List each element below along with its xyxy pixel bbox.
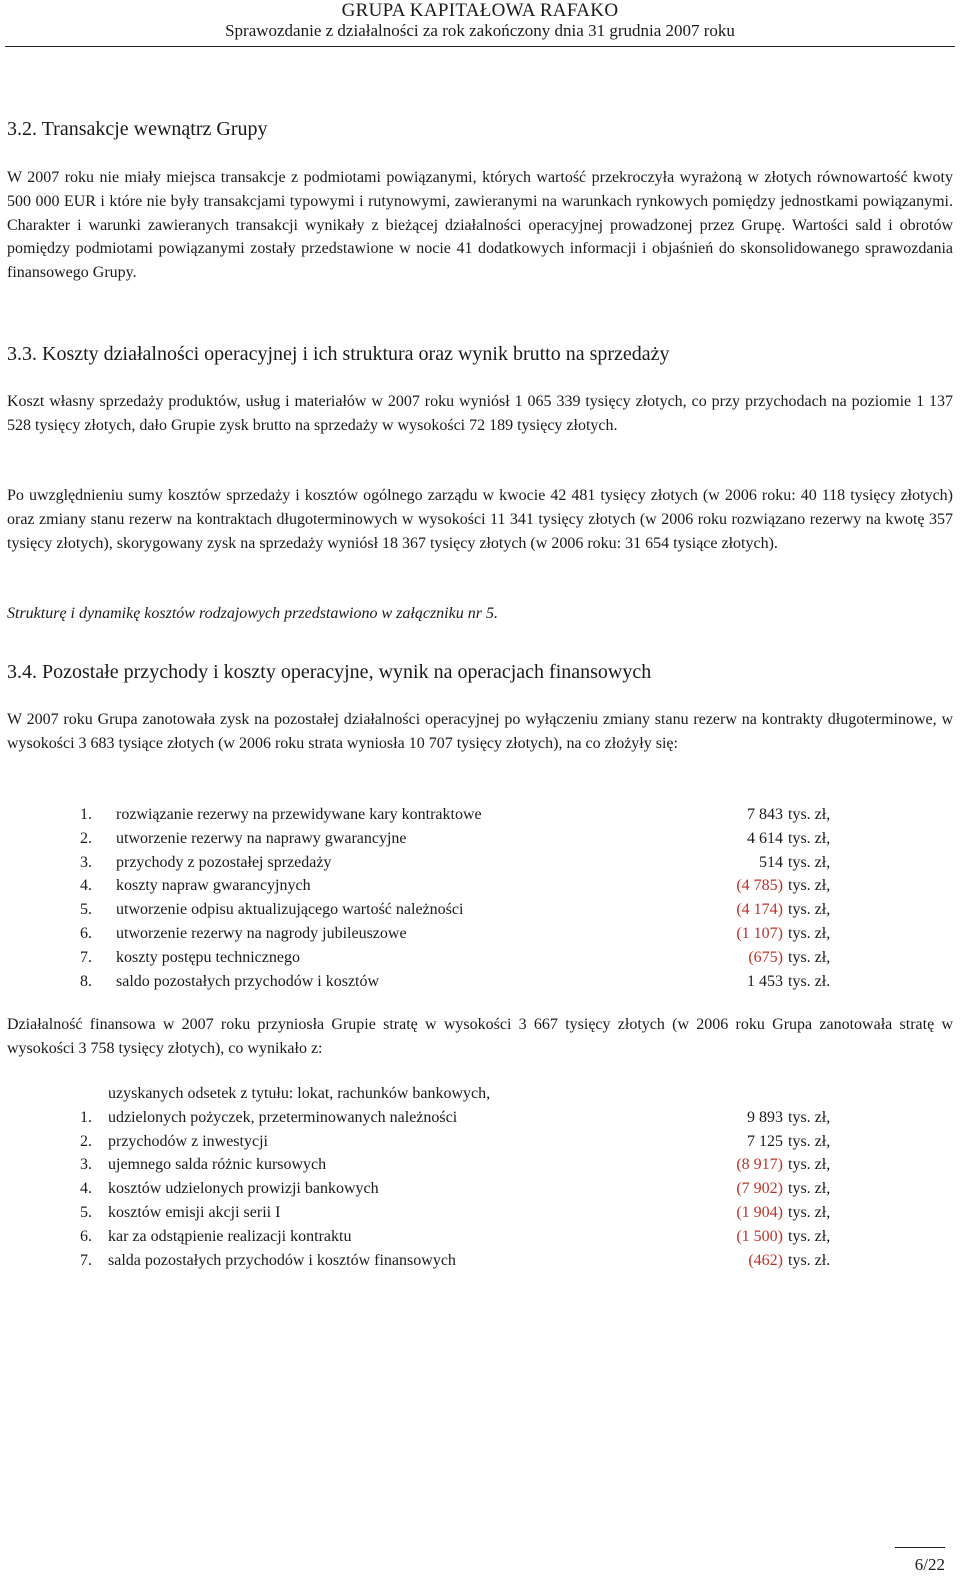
list-item-number: 2. [80, 829, 92, 847]
list-item-text: kar za odstąpienie realizacji kontraktu [108, 1227, 352, 1245]
list-item [80, 803, 880, 827]
list-item-continuation [80, 1082, 880, 1106]
list-item-text: kosztów emisji akcji serii I [108, 1203, 281, 1221]
list-item [80, 1201, 880, 1225]
list-item [80, 970, 880, 994]
list-item-unit: tys. zł, [788, 948, 831, 966]
list-item-text: utworzenie odpisu aktualizującego wartość należności [116, 901, 464, 919]
list-item-unit: tys. zł, [788, 829, 831, 847]
section-3-2-paragraph: W 2007 roku nie miały miejsca transakcje z podmiotami powiązanymi, których wartość przekroczyła wyrażoną w złotych równowartość kwoty 500 000 EUR i które nie były transakcjami typowymi i rutynowymi, zawieranymi na warunkach rynkowych pomiędzy jednostkami powiązanymi. Charakter i warunki zawieranych transakcji wynikały z bieżącej działalności operacyjnej prowadzonej przez Grupę. Wartości sald i obrotów pomiędzy podmiotami powiązanymi zostały przedstawione w nocie 41 dodatkowych informacji i objaśnień do skonsolidowanego sprawozdania finansowego Grupy. [7, 169, 953, 282]
list-item-number: 2. [80, 1132, 92, 1150]
list-item-number: 5. [80, 1203, 92, 1221]
list-item-unit: tys. zł, [788, 1180, 831, 1198]
list-item [80, 874, 880, 898]
section-3-2-body [7, 166, 953, 285]
list-item-number: 1. [80, 806, 92, 823]
list-item-number: 8. [80, 972, 92, 990]
operating-items-list [80, 803, 880, 993]
list-item-number: 7. [80, 1251, 92, 1269]
list-item [80, 1177, 880, 1201]
list-item-unit: tys. zł, [788, 924, 831, 942]
list-item-amount: 1 453 [747, 972, 783, 990]
list-item [80, 1130, 880, 1154]
list-item-text: rozwiązanie rezerwy na przewidywane kary kontraktowe [116, 806, 482, 823]
list-item-text: uzyskanych odsetek z tytułu: lokat, rachunków bankowych, [108, 1085, 491, 1102]
list-item-unit: tys. zł. [788, 1251, 831, 1269]
list-item-number: 7. [80, 948, 92, 966]
list-item-unit: tys. zł, [788, 901, 831, 919]
list-item-text: udzielonych pożyczek, przeterminowanych należności [108, 1108, 458, 1126]
list-item-number: 6. [80, 1227, 92, 1245]
header-subtitle: Sprawozdanie z działalności za rok zakończony dnia 31 grudnia 2007 roku [225, 21, 735, 40]
financial-items-list [80, 1082, 880, 1272]
list-item-amount: (462) [748, 1251, 783, 1269]
list-item-text: salda pozostałych przychodów i kosztów finansowych [108, 1251, 456, 1269]
list-item [80, 1249, 880, 1273]
list-item-number: 6. [80, 924, 92, 942]
list-item [80, 898, 880, 922]
list-item-number: 4. [80, 877, 92, 895]
list-item-amount: (1 500) [736, 1227, 783, 1245]
section-3-3-paragraph-1: Koszt własny sprzedaży produktów, usług i materiałów w 2007 roku wyniósł 1 065 339 tysięcy złotych, co przy przychodach na poziomie 1 137 528 tysięcy złotych, dało Grupie zysk brutto na sprzedaży w wysokości 72 189 tysięcy złotych. [7, 393, 953, 434]
header-title: GRUPA KAPITAŁOWA RAFAKO [341, 0, 619, 21]
list-item-unit: tys. zł, [788, 1132, 831, 1150]
list-item-amount: 4 614 [747, 829, 783, 847]
section-3-4-paragraph-1-wrap [7, 708, 953, 756]
section-heading-3-4: 3.4. Pozostałe przychody i koszty operacyjne, wynik na operacjach finansowych [7, 661, 652, 683]
list-item-amount: 7 125 [747, 1132, 783, 1150]
list-item [80, 827, 880, 851]
list-item-amount: (675) [748, 948, 783, 966]
list-item-amount: (7 902) [736, 1180, 783, 1198]
list-item-amount: (4 174) [736, 901, 783, 919]
header-divider [5, 46, 955, 47]
list-item-amount: (1 107) [736, 924, 783, 942]
list-item-amount: (4 785) [736, 877, 783, 895]
list-item-text: kosztów udzielonych prowizji bankowych [108, 1180, 379, 1198]
section-3-3-paragraph-1-wrap [7, 390, 953, 438]
list-item-amount: 9 893 [747, 1108, 783, 1126]
section-heading-3-2: 3.2. Transakcje wewnątrz Grupy [7, 118, 268, 140]
list-item-unit: tys. zł, [788, 853, 831, 871]
section-3-3-paragraph-2-wrap [7, 484, 953, 555]
list-item-unit: tys. zł, [788, 806, 831, 823]
list-item-amount: 514 [759, 853, 783, 871]
list-item-text: koszty postępu technicznego [116, 948, 300, 966]
list-item-unit: tys. zł, [788, 1203, 831, 1221]
footer-divider [895, 1547, 945, 1548]
list-item-text: saldo pozostałych przychodów i kosztów [116, 972, 380, 990]
list-item-text: przychody z pozostałej sprzedaży [116, 853, 332, 871]
section-3-4-paragraph-2-wrap [7, 1013, 953, 1061]
section-3-4-paragraph-1: W 2007 roku Grupa zanotowała zysk na pozostałej działalności operacyjnej po wyłączeniu zmiany stanu rezerw na kontrakty długoterminowe, w wysokości 3 683 tysiące złotych (w 2006 roku strata wyniosła 10 707 tysięcy złotych), na co złożyły się: [7, 711, 953, 752]
section-heading-3-3: 3.3. Koszty działalności operacyjnej i ich struktura oraz wynik brutto na sprzedaży [7, 343, 670, 365]
section-3-3-note-wrap [7, 602, 953, 626]
section-3-3-paragraph-2: Po uwzględnieniu sumy kosztów sprzedaży i kosztów ogólnego zarządu w kwocie 42 481 tysięcy złotych (w 2006 roku: 40 118 tysięcy złotych) oraz zmiany stanu rezerw na kontraktach długoterminowych w wysokości 11 341 tysięcy złotych (w 2006 roku rozwiązano rezerwy na kwotę 357 tysięcy złotych), skorygowany zysk na sprzedaży wyniósł 18 367 tysięcy złotych (w 2006 roku: 31 654 tysiące złotych). [7, 487, 953, 552]
list-item-unit: tys. zł, [788, 1227, 831, 1245]
list-item [80, 1106, 880, 1130]
list-item [80, 1153, 880, 1177]
list-item-amount: (1 904) [736, 1203, 783, 1221]
list-item [80, 851, 880, 875]
list-item-number: 5. [80, 901, 92, 919]
page-number: 6/22 [914, 1555, 945, 1574]
list-item-unit: tys. zł, [788, 1156, 831, 1174]
list-item-text: przychodów z inwestycji [108, 1132, 268, 1150]
list-item-number: 4. [80, 1180, 92, 1198]
list-item-number: 1. [80, 1108, 92, 1126]
list-item-number: 3. [80, 1156, 92, 1174]
list-item-text: utworzenie rezerwy na naprawy gwarancyjne [116, 829, 407, 847]
list-item-unit: tys. zł, [788, 877, 831, 895]
list-item-unit: tys. zł. [788, 972, 831, 990]
list-item [80, 946, 880, 970]
list-item [80, 922, 880, 946]
page-header [0, 0, 960, 41]
list-item-number: 3. [80, 853, 92, 871]
list-item-unit: tys. zł, [788, 1108, 831, 1126]
list-item [80, 1225, 880, 1249]
list-item-text: ujemnego salda różnic kursowych [108, 1156, 327, 1174]
section-3-3-italic-note: Strukturę i dynamikę kosztów rodzajowych przedstawiono w załączniku nr 5. [7, 605, 498, 622]
section-3-4-paragraph-2: Działalność finansowa w 2007 roku przyniosła Grupie stratę w wysokości 3 667 tysięcy złotych (w 2006 roku Grupa zanotowała stratę w wysokości 3 758 tysięcy złotych), co wynikało z: [7, 1016, 953, 1057]
list-item-text: koszty napraw gwarancyjnych [116, 877, 311, 895]
list-item-amount: (8 917) [736, 1156, 783, 1174]
list-item-text: utworzenie rezerwy na nagrody jubileuszowe [116, 924, 407, 942]
list-item-amount: 7 843 [747, 806, 783, 823]
